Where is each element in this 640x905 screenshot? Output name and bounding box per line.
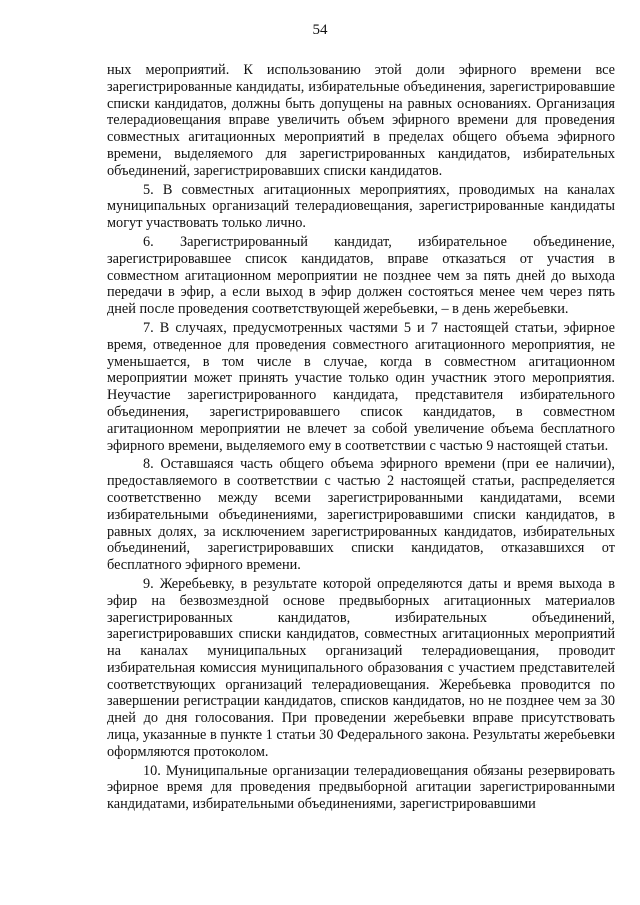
paragraph-item-9: 9. Жеребьевку, в результате которой определяются даты и время выхода в эфир на безвозмездной основе предвыборных агитационных материалов зарегистрированных кандидатов, избирательных объединений, зарегистрировавших списки кандидатов, совместных агитационных мероприятий на каналах муниципальных организаций телерадиовещания, проводит избирательная комиссия муниципального образования с участием представителей соответствующих организаций телерадиовещания. Жеребьевка проводится по завершении регистрации кандидатов, списков кандидатов, но не позднее чем за 30 дней до дня голосования. При проведении жеребьевки вправе присутствовать лица, указанные в пункте 1 статьи 30 Федерального закона. Результаты жеребьевки оформляются протоколом. [107,575,615,760]
paragraph-item-8: 8. Оставшаяся часть общего объема эфирного времени (при ее наличии), предоставляемого в соответствии с частью 2 настоящей статьи, распределяется соответственно между всеми зарегистрированными кандидатами, всеми избирательными объединениями, зарегистрировавшими списки кандидатов, в равных долях, за исключением зарегистрированных кандидатов, избирательных объединений, зарегистрировавших списки кандидатов, отказавшихся от бесплатного эфирного времени. [107,456,615,574]
page-number: 54 [312,22,328,38]
paragraph-item-10: 10. Муниципальные организации телерадиовещания обязаны резервировать эфирное время для проведения предвыборной агитации зарегистрированными кандидатами, избирательными объединениями, зарегистрировавшими [107,762,615,813]
paragraph-item-6: 6. Зарегистрированный кандидат, избирательное объединение, зарегистрировавшее список кандидатов, вправе отказаться от участия в совместном агитационном мероприятии не позднее чем за пять дней до выхода передачи в эфир, а если выход в эфир должен состояться менее чем через пять дней после проведения соответствующей жеребьевки, – в день жеребьевки. [107,233,615,318]
paragraph-item-5: 5. В совместных агитационных мероприятиях, проводимых на каналах муниципальных организаций телерадиовещания, зарегистрированные кандидаты могут участвовать только лично. [107,181,615,232]
document-body [107,62,615,815]
paragraph-continuation: ных мероприятий. К использованию этой доли эфирного времени все зарегистрированные кандидаты, избирательные объединения, зарегистрировавшие списки кандидатов, должны быть допущены на равных основаниях. Организация телерадиовещания вправе увеличить объем эфирного времени для проведения совместных агитационных мероприятий в пределах общего объема эфирного времени, выделяемого для зарегистрированных кандидатов, избирательных объединений, зарегистрировавших списки кандидатов. [107,62,615,179]
paragraph-item-7: 7. В случаях, предусмотренных частями 5 и 7 настоящей статьи, эфирное время, отведенное для проведения совместного агитационного мероприятия, не уменьшается, в том числе в случае, когда в совместном агитационном мероприятии может принять участие только один участник этого мероприятия. Неучастие зарегистрированного кандидата, представителя избирательного объединения, зарегистрировавшего список кандидатов, в совместном агитационном мероприятии не влечет за собой увеличение объема бесплатного эфирного времени, выделяемого ему в соответствии с частью 9 настоящей статьи. [107,319,615,454]
